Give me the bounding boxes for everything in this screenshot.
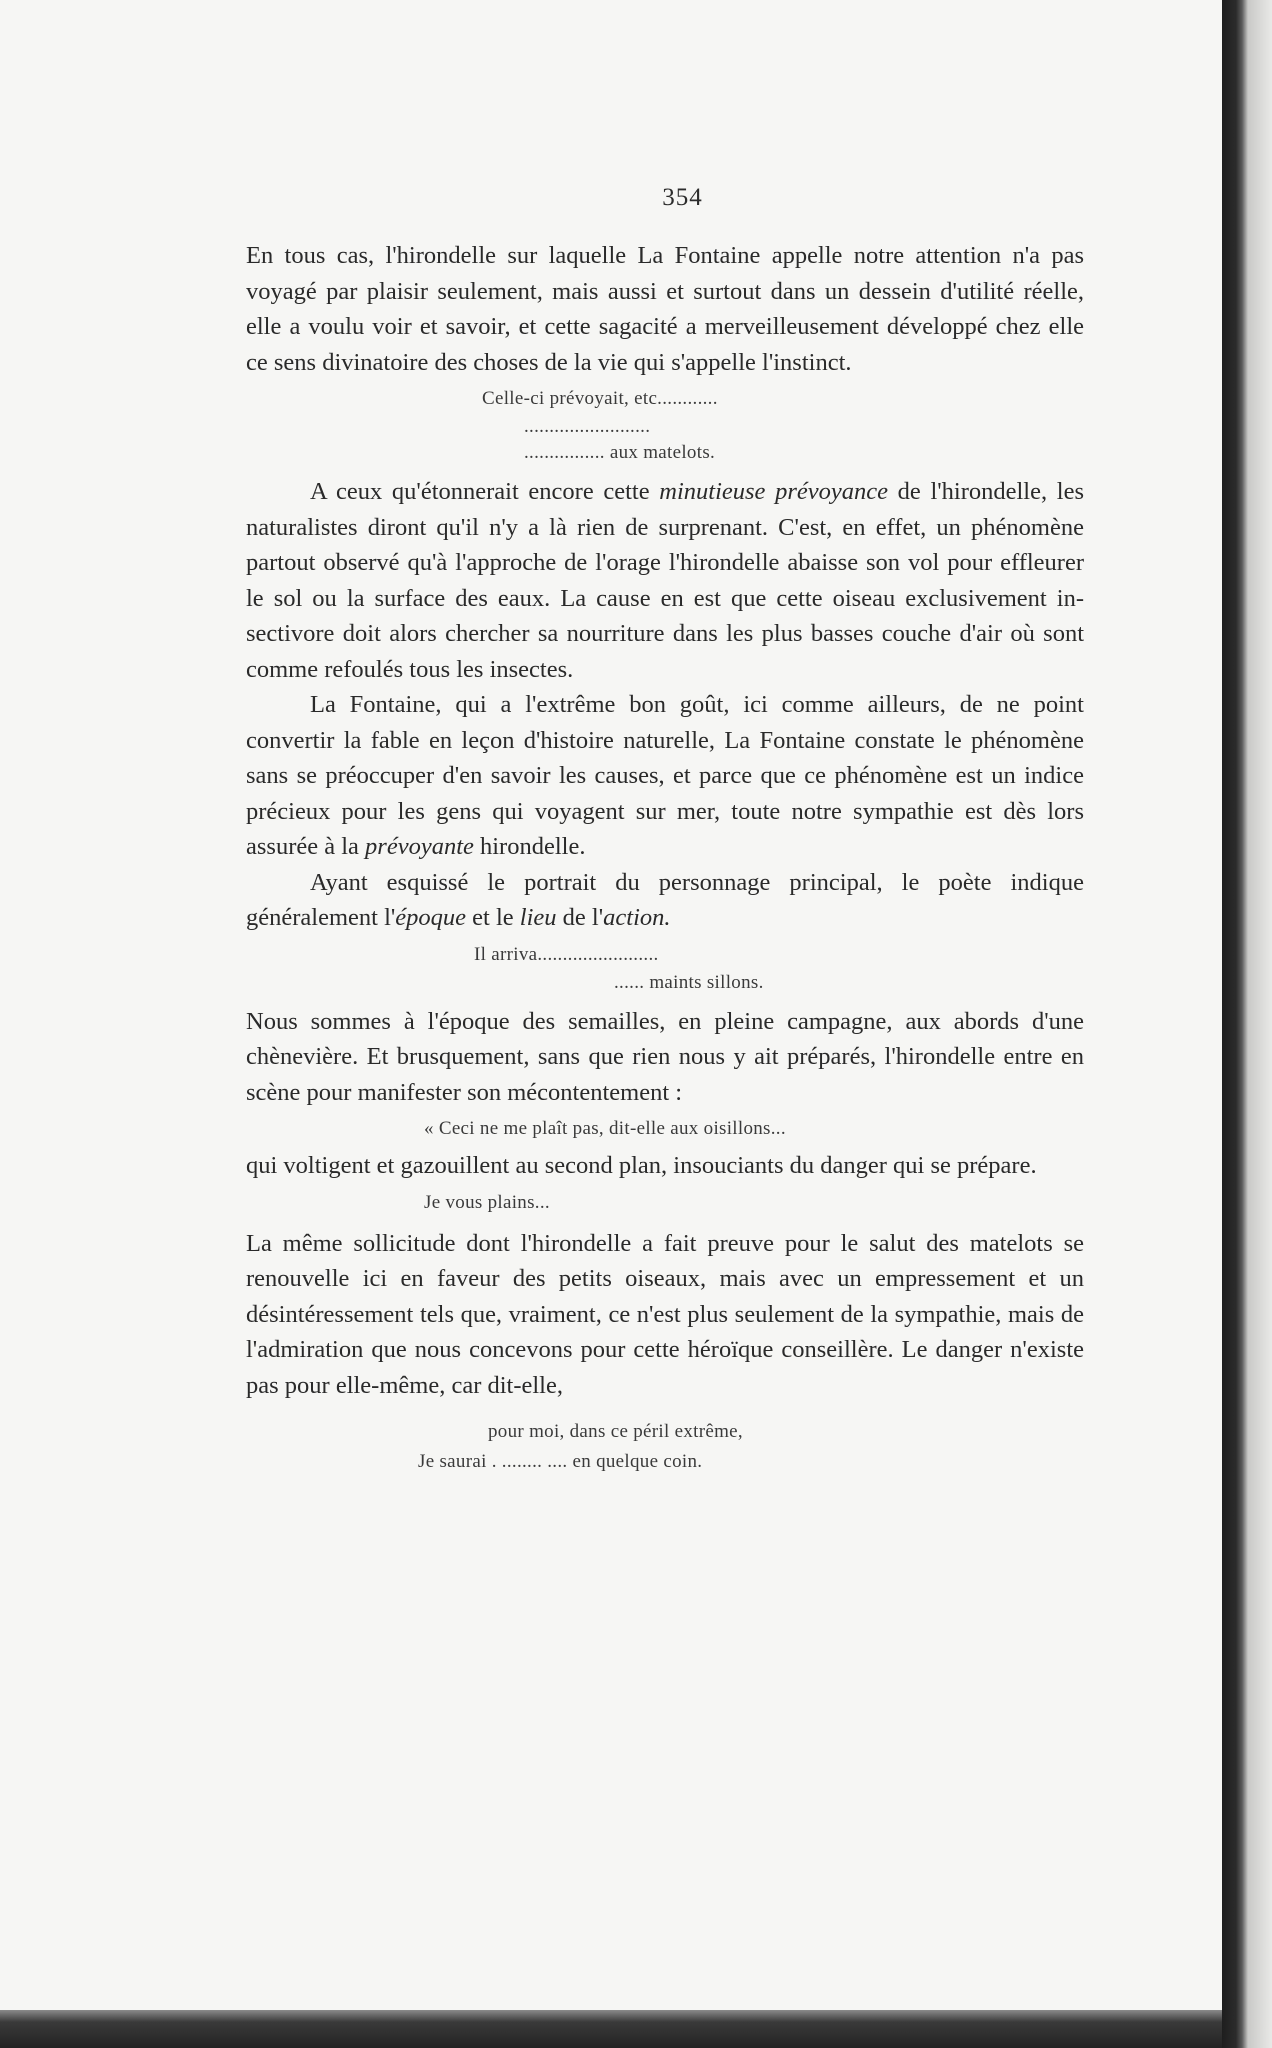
paragraph-6: qui voltigent et gazouillent au second plan, insouciants du danger qui se prépare. [246, 1152, 1037, 1179]
verse-line-1b: ......................... [524, 416, 651, 437]
paragraph-4-text-b: et le [466, 904, 520, 931]
paragraph-5: Nous sommes à l'époque des semailles, en pleine campagne, aux abords d'une chènevière. Et brusquement, sans que rien nous y ait préparés, l'hirondelle entre en scène pour manifester son mécontentement : [246, 1007, 1084, 1106]
verse-line-3: « Ceci ne me plaît pas, dit-elle aux oisillons... [424, 1118, 786, 1139]
verse-line-4: Je vous plains... [424, 1191, 550, 1213]
paragraph-2-text-a: A ceux qu'étonnerait encore cette [310, 478, 660, 505]
verse-line-5b: Je saurai . ........ .... en quelque coin. [418, 1451, 703, 1472]
paragraph-2-emphasis: minutieuse prévoyance [659, 478, 888, 505]
paragraph-4-text-c: de l' [556, 904, 604, 931]
paragraph-1: En tous cas, l'hirondelle sur laquelle La Fontaine appelle notre attention n'a pas voyagé par plaisir seulement, mais aussi et surtout dans un dessein d'utilité réelle, elle a voulu voir et savoir, et cette sagacité a merveilleusement développé chez elle ce sens divinatoire des choses de la vie qui s'appelle l'instinct. [246, 242, 1084, 376]
paragraph-4-text-a: Ayant esquissé le portrait du personnage principal, le poète indique généralement l' [246, 868, 1084, 931]
page-number: 354 [662, 184, 703, 211]
page-body [246, 238, 1084, 1477]
binding-gutter [1222, 0, 1272, 2048]
paragraph-2 [246, 474, 1084, 687]
verse-line-2a: Il arriva........................ [474, 943, 659, 965]
paragraph-7: La même sollicitude dont l'hirondelle a fait preuve pour le salut des matelots se renouvelle ici en faveur des petits oiseaux, mais avec un empressement et un désintéressement tels que, vraiment, ce n'est plus seulement de la sympathie, mais de l'admiration que nous concevons pour cette héroïque conseillère. Le danger n'existe pas pour elle-même, car dit-elle, [246, 1229, 1084, 1399]
verse-line-5a: pour moi, dans ce péril extrême, [488, 1421, 743, 1442]
verse-line-1c: ................ aux matelots. [524, 442, 716, 463]
paragraph-4 [246, 865, 1084, 936]
paragraph-3-text-b: hirondelle. [473, 833, 586, 860]
paragraph-3-text-a: La Fontaine, qui a l'extrême bon goût, ici comme ailleurs, de ne point convertir la fable en leçon d'histoire naturelle, La Fontaine constate le phénomène sans se préoccuper d'en savoir les causes, et parce que ce phénomène est un indice précieux pour les gens qui voyagent sur mer, toute notre sympathie est dès lors assurée à la [246, 691, 1084, 860]
scan-bottom-edge [0, 2010, 1222, 2048]
paragraph-4-emphasis-epoque: époque [395, 904, 467, 931]
paragraph-4-emphasis-action: action. [603, 904, 671, 931]
verse-line-2b: ...... maints sillons. [614, 971, 764, 993]
paragraph-3-emphasis: prévoyante [365, 833, 474, 860]
paragraph-4-emphasis-lieu: lieu [519, 904, 557, 931]
verse-line-1a: Celle-ci prévoyait, etc............ [482, 388, 718, 409]
paragraph-3 [246, 687, 1084, 865]
paragraph-2-text-b: de l'hirondelle, les naturalistes diront qu'il n'y a là rien de surprenant. C'est, en effet, un phénomène partout observé qu'à l'approche de l'orage l'hirondelle abaisse son vol pour effleurer le sol ou la surface des eaux. La cause en est que cette oiseau exclusivement insectivore doit alors chercher sa nourriture dans les plus basses couche d'air où sont comme refoulés tous les insectes. [246, 478, 1084, 683]
